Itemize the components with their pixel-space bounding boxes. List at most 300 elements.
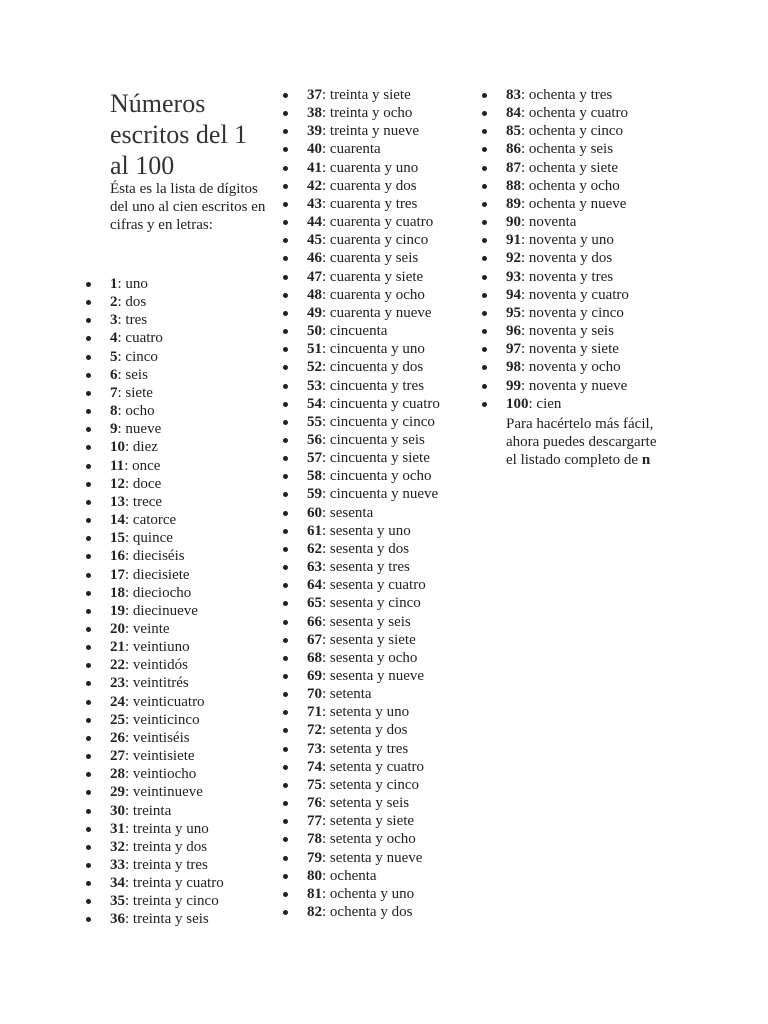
number-word: veintiuno [132,639,190,656]
outro-paragraph [506,415,671,470]
list-item: 77: setenta y siete [307,812,440,830]
number-digits: 86 [506,141,521,158]
list-item: 99: noventa y nueve [506,377,628,394]
number-digits: 4 [110,330,118,347]
number-digits: 1 [110,276,118,292]
list-item: 54: cincuenta y cuatro [307,395,440,412]
list-item: 92: noventa y dos [506,249,629,267]
number-word: sesenta y seis [329,613,411,630]
number-word: cuarenta y siete [329,268,424,285]
number-digits: 60 [307,504,322,521]
list-item: 17: diecisiete [110,566,224,584]
list-item: 18: dieciocho [110,584,224,602]
number-digits: 47 [307,268,322,285]
number-list-2 [307,86,440,921]
list-item: 84: ochenta y cuatro [506,105,629,122]
list-item: 78: setenta y ocho [307,830,440,848]
number-digits: 40 [307,141,322,158]
list-item: 51: cincuenta y uno [307,340,440,358]
list-item: 9: nueve [110,420,224,438]
number-word: setenta y ocho [329,831,416,848]
number-digits: 74 [307,758,322,775]
number-word: sesenta y uno [329,522,411,539]
number-digits: 77 [307,813,322,830]
number-word: cuarenta y ocho [329,286,425,303]
number-word: sesenta y cuatro [329,577,426,594]
outro-text: Para hacértelo más fácil, ahora puedes descargarte el listado completo de [506,415,657,469]
number-word: diecinueve [132,602,198,619]
number-digits: 79 [307,849,322,866]
list-item: 26: veintiséis [110,729,224,747]
number-digits: 85 [506,123,521,140]
number-word: veintinueve [132,784,203,801]
number-word: cuarenta y dos [329,177,417,194]
number-digits: 5 [110,348,118,365]
list-item: 62: sesenta y dos [307,540,440,558]
number-word: noventa [528,214,577,231]
list-item: 13: trece [110,493,224,511]
number-word: catorce [132,512,177,529]
number-digits: 91 [506,232,521,249]
number-word: dieciocho [132,584,192,601]
list-item: 61: sesenta y uno [307,522,440,540]
list-item: 73: setenta y tres [307,740,440,758]
number-word: sesenta [329,504,374,521]
list-item: 19: diecinueve [110,602,224,620]
number-word: cincuenta y tres [329,377,425,394]
list-item: 15: quince [110,529,224,547]
number-word: cincuenta y cinco [329,413,435,430]
list-item: 56: cincuenta y seis [307,431,440,449]
number-digits: 72 [307,722,322,739]
number-digits: 38 [307,105,322,122]
list-item: 66: sesenta y seis [307,613,440,631]
number-word: setenta y cuatro [329,758,425,775]
number-digits: 37 [307,87,322,103]
number-word: treinta y dos [132,838,208,855]
list-item: 63: sesenta y tres [307,558,440,576]
number-digits: 8 [110,403,118,420]
list-item: 5: cinco [110,348,224,366]
number-digits: 73 [307,740,322,757]
number-word: cien [536,395,562,412]
number-digits: 31 [110,820,125,837]
number-word: cuarenta y tres [329,195,418,212]
number-digits: 24 [110,693,125,710]
number-word: sesenta y dos [329,540,410,557]
number-word: treinta y tres [132,857,208,873]
list-item: 89: ochenta y nueve [506,195,629,213]
list-item: 55: cincuenta y cinco [307,413,440,431]
number-digits: 16 [110,548,125,565]
number-word: veintidós [132,657,188,674]
number-digits: 93 [506,268,521,285]
number-word: ochenta [329,867,377,884]
number-digits: 67 [307,631,322,648]
number-digits: 26 [110,729,125,746]
number-digits: 14 [110,512,125,529]
number-word: noventa y cinco [528,304,624,321]
number-word: cincuenta y siete [329,450,430,467]
number-word: noventa y cuatro [528,286,629,303]
list-item: 11: once [110,457,224,475]
number-digits: 75 [307,776,322,793]
number-word: cuarenta y seis [329,250,419,267]
number-digits: 19 [110,602,125,619]
number-digits: 12 [110,475,125,492]
number-word: noventa y seis [528,323,614,340]
list-item: 22: veintidós [110,656,224,674]
number-word: veintisiete [132,748,195,765]
number-word: setenta y dos [329,722,408,739]
list-item: 38: treinta y ocho [307,104,440,122]
number-digits: 65 [307,595,322,612]
list-item: 64: sesenta y cuatro [307,576,440,594]
number-word: treinta y cinco [132,893,219,910]
list-item: 97: noventa y siete [506,340,629,358]
number-word: ochenta y nueve [528,195,627,212]
list-item: 85: ochenta y cinco [506,122,629,140]
number-list-3 [506,86,629,413]
number-word: treinta [132,802,172,819]
number-digits: 15 [110,530,125,547]
number-digits: 88 [506,177,521,194]
number-digits: 68 [307,649,322,666]
list-item: 68: sesenta y ocho [307,649,440,667]
number-word: doce [132,475,162,492]
number-word: setenta y nueve [329,849,423,866]
list-item: 40: cuarenta [307,140,440,158]
number-word: noventa y nueve [528,377,628,394]
number-digits: 82 [307,904,322,921]
list-item: 36: treinta y seis [110,910,224,928]
number-word: cuatro [125,330,163,347]
number-digits: 22 [110,657,125,674]
list-item: 87: ochenta y siete [506,159,629,177]
number-digits: 49 [307,304,322,321]
number-word: cinco [125,348,158,365]
number-word: setenta y tres [329,740,409,757]
list-item: 23: veintitrés [110,674,224,692]
number-digits: 35 [110,893,125,910]
number-digits: 6 [110,366,118,383]
number-word: cuarenta y uno [329,159,419,176]
list-item: 93: noventa y tres [506,268,629,286]
list-item: 45: cuarenta y cinco [307,231,440,249]
list-item: 4: cuatro [110,329,224,347]
number-word: treinta y cuatro [132,875,224,892]
number-word: trece [132,493,163,510]
list-item: 2: dos [110,293,224,311]
list-item: 1: uno [110,275,224,293]
list-item: 58: cincuenta y ocho [307,467,440,485]
list-item: 24: veinticuatro [110,693,224,711]
number-word: veinte [132,620,170,637]
number-word: ochenta y uno [329,885,415,902]
intro-paragraph: Ésta es la lista de dígitos del uno al cien escritos en cifras y en letras: [110,181,266,234]
number-word: veintiocho [132,766,197,783]
list-item: 42: cuarenta y dos [307,177,440,195]
number-digits: 70 [307,686,322,703]
number-word: treinta y uno [132,820,209,837]
list-item: 94: noventa y cuatro [506,286,629,303]
number-word: veinticuatro [132,693,205,710]
number-word: setenta y seis [329,795,410,812]
number-word: ochenta y dos [329,904,413,921]
number-word: veintiséis [132,729,190,746]
list-item: 70: setenta [307,685,440,703]
number-digits: 2 [110,294,118,311]
number-word: sesenta y siete [329,631,416,648]
list-item: 46: cuarenta y seis [307,249,440,267]
number-word: cuarenta y cuatro [329,214,434,231]
number-word: ochenta y siete [528,159,619,176]
number-word: noventa y tres [528,268,614,285]
list-item: 20: veinte [110,620,224,638]
number-digits: 66 [307,613,322,630]
number-digits: 51 [307,341,322,358]
number-word: veintitrés [132,675,189,692]
number-digits: 18 [110,584,125,601]
number-word: setenta y siete [329,813,415,830]
number-word: diecisiete [132,566,190,583]
list-item: 8: ocho [110,402,224,420]
list-item: 25: veinticinco [110,711,224,729]
number-digits: 58 [307,468,322,485]
number-word: ochenta y seis [528,141,614,158]
list-item: 74: setenta y cuatro [307,758,440,776]
number-list-1 [110,275,224,929]
number-word: nueve [125,421,162,438]
list-item: 81: ochenta y uno [307,885,440,903]
list-item: 67: sesenta y siete [307,631,440,649]
number-digits: 43 [307,195,322,212]
list-item: 43: cuarenta y tres [307,195,440,213]
number-digits: 39 [307,123,322,140]
number-digits: 83 [506,87,521,103]
number-digits: 25 [110,711,125,728]
number-word: sesenta y ocho [329,649,418,666]
number-digits: 17 [110,566,125,583]
number-word: sesenta y nueve [329,668,425,684]
list-item: 6: seis [110,366,224,384]
list-item: 59: cincuenta y nueve [307,486,439,503]
number-digits: 10 [110,439,125,456]
number-digits: 54 [307,395,322,412]
number-digits: 96 [506,323,521,340]
number-word: uno [125,276,148,292]
list-item: 65: sesenta y cinco [307,594,440,612]
number-digits: 3 [110,312,118,329]
number-digits: 7 [110,384,118,401]
number-digits: 99 [506,377,521,394]
number-digits: 23 [110,675,125,692]
number-word: cincuenta y seis [329,431,425,448]
number-digits: 13 [110,493,125,510]
list-item: 29: veintinueve [110,783,224,801]
number-digits: 98 [506,359,521,376]
list-item: 34: treinta y cuatro [110,875,224,892]
number-word: cincuenta [329,323,388,340]
number-digits: 100 [506,395,529,412]
list-item: 37: treinta y siete [307,86,440,104]
number-digits: 48 [307,286,322,303]
number-digits: 41 [307,159,322,176]
number-word: tres [125,312,148,329]
list-item: 50: cincuenta [307,322,440,340]
number-word: cincuenta y nueve [329,486,439,503]
number-digits: 52 [307,359,322,376]
list-item: 71: setenta y uno [307,703,440,721]
number-digits: 80 [307,867,322,884]
list-item: 100: cien [506,395,629,413]
number-digits: 87 [506,159,521,176]
list-item: 49: cuarenta y nueve [307,304,440,322]
number-digits: 27 [110,748,125,765]
number-word: noventa y ocho [528,359,621,376]
number-digits: 44 [307,214,322,231]
number-digits: 56 [307,431,322,448]
number-word: setenta y cinco [329,776,420,793]
number-word: treinta y ocho [329,105,413,122]
list-item: 75: setenta y cinco [307,776,440,794]
list-item: 90: noventa [506,213,629,231]
number-word: dos [125,294,147,311]
number-word: once [132,457,161,474]
number-digits: 81 [307,885,322,902]
number-digits: 61 [307,522,322,539]
number-digits: 76 [307,795,322,812]
number-word: sesenta y cinco [329,595,421,612]
list-item: 57: cincuenta y siete [307,449,440,467]
number-word: cuarenta y cinco [329,232,429,249]
number-word: noventa y siete [528,341,619,358]
number-digits: 90 [506,214,521,231]
number-word: noventa y dos [528,250,613,267]
list-item: 69: sesenta y nueve [307,667,440,685]
number-digits: 63 [307,559,322,576]
number-digits: 9 [110,421,118,438]
list-item: 41: cuarenta y uno [307,159,440,177]
list-item: 7: siete [110,384,224,402]
number-word: cuarenta [329,141,381,158]
list-item: 80: ochenta [307,867,440,885]
number-digits: 36 [110,911,125,928]
number-digits: 64 [307,577,322,594]
number-word: veinticinco [132,711,200,728]
list-item: 3: tres [110,311,224,329]
number-digits: 34 [110,875,125,892]
list-item: 60: sesenta [307,504,440,522]
list-item: 16: dieciséis [110,547,224,565]
list-item: 33: treinta y tres [110,856,224,874]
list-item: 98: noventa y ocho [506,358,629,376]
number-digits: 89 [506,195,521,212]
number-digits: 32 [110,838,125,855]
list-item: 53: cincuenta y tres [307,377,440,395]
list-item: 39: treinta y nueve [307,122,440,140]
number-word: cincuenta y uno [329,341,425,358]
number-digits: 78 [307,831,322,848]
number-word: diez [132,439,158,456]
number-word: dieciséis [132,548,185,565]
list-item: 72: setenta y dos [307,721,440,739]
list-item: 27: veintisiete [110,747,224,765]
number-word: noventa y uno [528,232,614,249]
number-word: ochenta y cuatro [528,105,629,122]
list-item: 82: ochenta y dos [307,903,440,921]
number-digits: 33 [110,857,125,873]
list-item: 21: veintiuno [110,638,224,656]
number-digits: 29 [110,784,125,801]
list-item: 79: setenta y nueve [307,849,440,867]
number-word: setenta [329,686,372,703]
number-word: sesenta y tres [329,559,410,576]
number-digits: 50 [307,323,322,340]
list-item: 10: diez [110,438,224,456]
number-digits: 84 [506,105,521,122]
list-item: 31: treinta y uno [110,820,224,838]
number-digits: 95 [506,304,521,321]
number-word: cincuenta y ocho [329,468,432,485]
number-digits: 57 [307,450,322,467]
number-digits: 28 [110,766,125,783]
list-item: 83: ochenta y tres [506,86,629,104]
number-digits: 20 [110,620,125,637]
number-word: ochenta y tres [528,87,613,103]
number-digits: 53 [307,377,322,394]
number-word: treinta y nueve [329,123,420,140]
number-digits: 46 [307,250,322,267]
number-word: quince [132,530,173,547]
number-word: ochenta y cinco [528,123,624,140]
number-word: siete [125,384,153,401]
number-digits: 42 [307,177,322,194]
number-digits: 55 [307,413,322,430]
number-word: treinta y siete [329,87,411,103]
number-word: seis [125,366,148,383]
list-item: 95: noventa y cinco [506,304,629,322]
number-digits: 97 [506,341,521,358]
number-digits: 11 [110,457,125,474]
list-item: 76: setenta y seis [307,794,440,812]
number-digits: 45 [307,232,322,249]
list-item: 35: treinta y cinco [110,892,224,910]
list-item: 48: cuarenta y ocho [307,286,440,304]
number-word: ochenta y ocho [528,177,620,194]
number-digits: 30 [110,802,125,819]
list-item: 12: doce [110,475,224,493]
number-digits: 59 [307,486,322,503]
number-word: cincuenta y cuatro [329,395,440,412]
number-word: cuarenta y nueve [329,304,432,321]
list-item: 14: catorce [110,511,224,529]
page-title: Números escritos del 1 al 100 [110,89,248,180]
list-item: 88: ochenta y ocho [506,177,629,195]
list-item: 91: noventa y uno [506,231,629,249]
number-word: treinta y seis [132,911,209,928]
list-item: 32: treinta y dos [110,838,224,856]
outro-emphasis[interactable]: n [641,452,651,469]
list-item: 44: cuarenta y cuatro [307,213,440,231]
list-item: 52: cincuenta y dos [307,358,440,376]
number-digits: 71 [307,704,322,721]
number-word: ocho [125,403,155,420]
list-item: 86: ochenta y seis [506,140,629,158]
number-digits: 92 [506,250,521,267]
number-digits: 21 [110,639,125,656]
list-item: 96: noventa y seis [506,322,629,340]
